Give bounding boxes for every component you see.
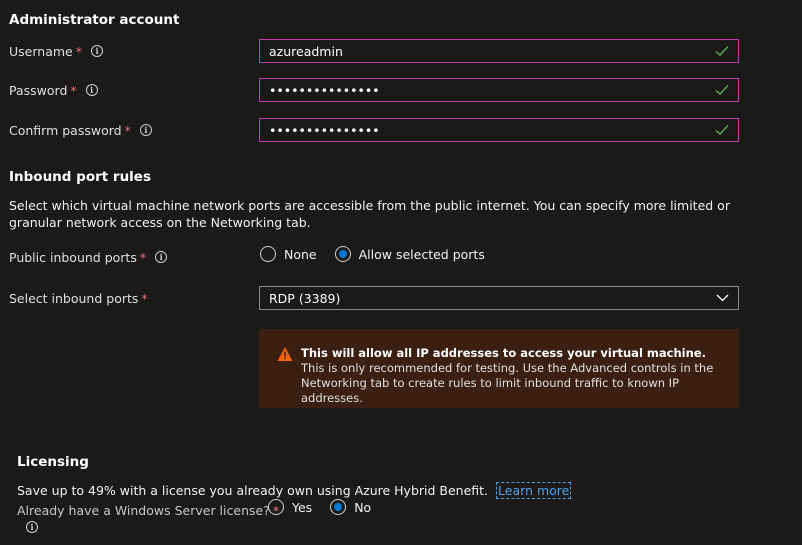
admin-heading: Administrator account [9, 12, 180, 28]
confirm-password-label [9, 122, 152, 138]
windows-license-question-text: Already have a Windows Server license? [17, 502, 270, 518]
warning-icon [277, 346, 293, 362]
public-inbound-ports-radio-group [260, 246, 503, 262]
licensing-description-row [17, 482, 571, 499]
radio-circle[interactable] [268, 499, 284, 515]
inbound-heading: Inbound port rules [9, 169, 151, 185]
checkmark-icon [715, 44, 729, 58]
windows-license-radio-group [268, 499, 389, 515]
confirm-password-value: ••••••••••••••• [269, 122, 380, 138]
inbound-description: Select which virtual machine network ports are accessible from the public internet. You can specify more limited or granular network access on the Networking tab. [9, 198, 730, 230]
username-value: azureadmin [269, 43, 343, 59]
required-asterisk: * [124, 122, 131, 138]
password-input[interactable] [259, 78, 739, 102]
required-asterisk: * [75, 43, 82, 59]
windows-license-question [17, 502, 279, 518]
select-inbound-ports-label-text: Select inbound ports [9, 290, 139, 306]
warning-text [301, 346, 725, 406]
warning-text-rest: This is only recommended for testing. Use the Advanced controls in the Networking tab to create rules to limit inbound traffic to known IP addresses. [301, 361, 714, 405]
info-icon[interactable]: i [86, 84, 98, 96]
select-inbound-ports-dropdown[interactable] [259, 286, 739, 310]
username-label-text: Username [9, 43, 73, 59]
required-asterisk: * [139, 249, 147, 265]
radio-no[interactable] [330, 499, 371, 515]
info-icon[interactable]: i [26, 521, 38, 533]
checkmark-icon [715, 83, 729, 97]
radio-yes-label: Yes [292, 499, 313, 515]
confirm-password-label-text: Confirm password [9, 122, 122, 138]
confirm-password-input[interactable] [259, 118, 739, 142]
public-inbound-ports-label [9, 249, 167, 265]
password-label [9, 82, 98, 98]
username-input[interactable] [259, 39, 739, 63]
licensing-heading: Licensing [17, 454, 89, 470]
radio-circle[interactable] [260, 246, 276, 262]
chevron-down-icon [716, 294, 729, 302]
radio-circle-selected[interactable] [335, 246, 351, 262]
select-inbound-ports-value: RDP (3389) [269, 290, 341, 306]
licensing-description: Save up to 49% with a license you already own using Azure Hybrid Benefit. [17, 483, 489, 498]
select-inbound-ports-label [9, 290, 148, 306]
radio-yes[interactable] [268, 499, 312, 515]
required-asterisk: * [141, 290, 148, 306]
radio-allow-selected-ports-label: Allow selected ports [358, 246, 485, 262]
info-icon[interactable]: i [155, 251, 167, 263]
checkmark-icon [715, 123, 729, 137]
radio-none[interactable] [260, 246, 317, 262]
password-value: ••••••••••••••• [269, 82, 380, 98]
required-asterisk: * [70, 82, 77, 98]
warning-message-bar [259, 329, 739, 408]
radio-none-label: None [284, 246, 317, 262]
warning-text-bold: This will allow all IP addresses to access your virtual machine. [301, 346, 706, 360]
radio-circle-selected[interactable] [330, 499, 346, 515]
password-label-text: Password [9, 82, 68, 98]
radio-no-label: No [354, 499, 372, 515]
info-icon[interactable]: i [91, 45, 103, 57]
required-asterisk: * [272, 502, 280, 518]
public-inbound-ports-label-text: Public inbound ports [9, 249, 137, 265]
radio-allow-selected-ports[interactable] [335, 246, 485, 262]
username-label [9, 43, 103, 59]
learn-more-link[interactable]: Learn more [498, 483, 570, 498]
info-icon[interactable]: i [140, 124, 152, 136]
